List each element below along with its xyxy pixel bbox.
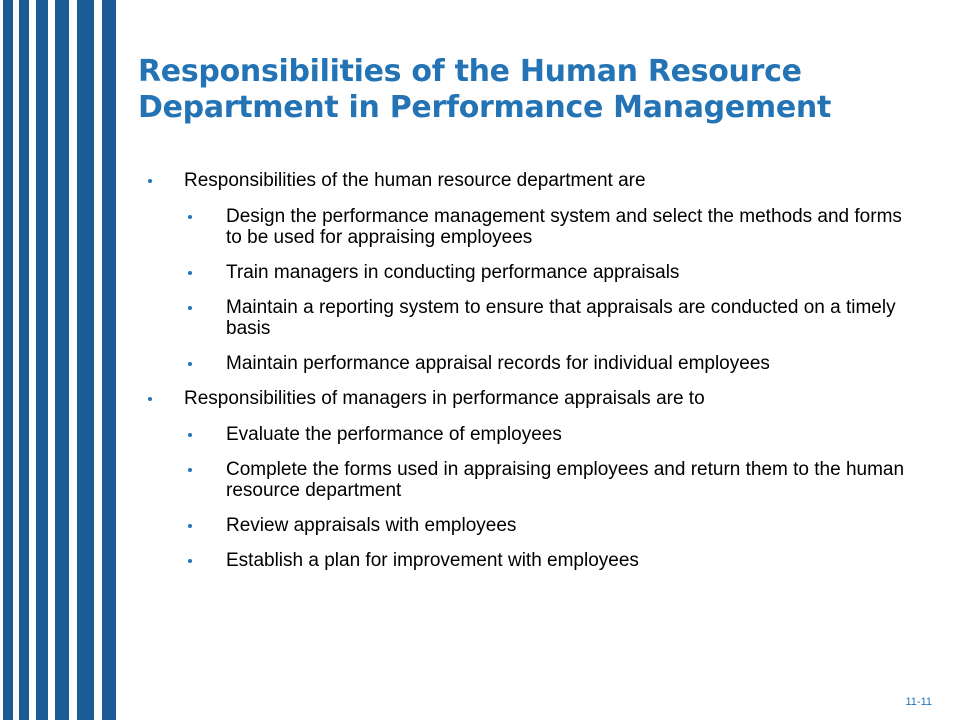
sub-list-item-text: Review appraisals with employees	[226, 515, 517, 536]
stripe	[36, 0, 48, 720]
sub-list-item	[188, 459, 906, 501]
sub-list-item	[188, 262, 906, 283]
bullet-icon	[188, 271, 192, 275]
sub-list-item-text: Establish a plan for improvement with employees	[226, 550, 639, 571]
bullet-icon	[148, 179, 152, 183]
stripe	[3, 0, 13, 720]
sub-list-item-text: Design the performance management system and select the methods and forms to be used for appraising employees	[226, 206, 902, 248]
sub-list-item	[188, 550, 906, 571]
list-item-text: Responsibilities of the human resource department are	[184, 170, 646, 191]
list-item-hr-responsibilities	[146, 170, 906, 374]
slide-title: Responsibilities of the Human Resource Department in Performance Management	[138, 54, 831, 125]
sub-list-item	[188, 206, 906, 248]
sub-list-item-text: Maintain a reporting system to ensure that appraisals are conducted on a timely basis	[226, 297, 896, 339]
sub-list-item-text: Maintain performance appraisal records for individual employees	[226, 353, 770, 374]
bullet-icon	[188, 468, 192, 472]
sub-bullet-list	[188, 206, 906, 374]
bullet-list	[146, 170, 906, 571]
bullet-icon	[188, 433, 192, 437]
list-item-text: Responsibilities of managers in performance appraisals are to	[184, 388, 705, 409]
bullet-icon	[188, 362, 192, 366]
stripe	[55, 0, 69, 720]
bullet-icon	[188, 306, 192, 310]
stripe	[77, 0, 94, 720]
sub-list-item	[188, 353, 906, 374]
page-number: 11-11	[905, 696, 932, 708]
bullet-icon	[188, 559, 192, 563]
sub-list-item-text: Evaluate the performance of employees	[226, 424, 562, 445]
sub-list-item-text: Train managers in conducting performance appraisals	[226, 262, 680, 283]
bullet-icon	[148, 397, 152, 401]
sub-list-item	[188, 297, 906, 339]
sub-list-item	[188, 424, 906, 445]
bullet-icon	[188, 524, 192, 528]
stripe	[102, 0, 116, 720]
sub-list-item-text: Complete the forms used in appraising employees and return them to the human resource department	[226, 459, 905, 501]
slide-content	[146, 170, 906, 585]
sub-bullet-list	[188, 424, 906, 571]
decorative-stripes	[0, 0, 120, 720]
sub-list-item	[188, 515, 906, 536]
stripe	[19, 0, 29, 720]
list-item-manager-responsibilities	[146, 388, 906, 571]
bullet-icon	[188, 215, 192, 219]
